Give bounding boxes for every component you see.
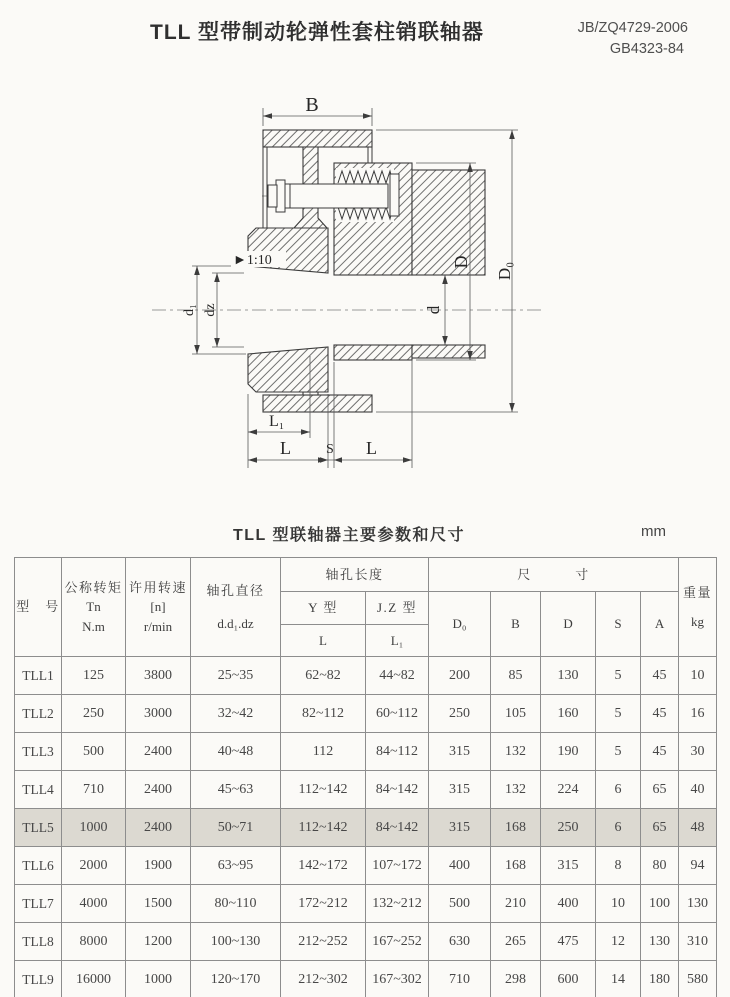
cell-length-jz: 107~172 xyxy=(366,847,429,885)
cell-length-jz: 132~212 xyxy=(366,885,429,923)
cell-model: TLL4 xyxy=(15,771,62,809)
cell-model: TLL2 xyxy=(15,695,62,733)
cell-length-jz: 84~142 xyxy=(366,771,429,809)
cell-weight: 580 xyxy=(679,961,717,997)
page-title: TLL 型带制动轮弹性套柱销联轴器 xyxy=(150,21,484,44)
col-header-dimensions: 尺 寸 xyxy=(429,558,679,592)
col-header-model: 型 号 xyxy=(15,558,62,657)
cell-a: 80 xyxy=(641,847,679,885)
cell-b: 168 xyxy=(491,809,541,847)
cell-a: 180 xyxy=(641,961,679,997)
standard-code-2: GB4323-84 xyxy=(609,41,684,58)
cell-b: 132 xyxy=(491,733,541,771)
cell-torque: 1000 xyxy=(62,809,126,847)
dim-label-d1: d₁ xyxy=(182,304,197,316)
col-header-l: L xyxy=(281,625,366,657)
cell-d0: 710 xyxy=(429,961,491,997)
cell-d: 250 xyxy=(541,809,596,847)
cell-torque: 710 xyxy=(62,771,126,809)
col-header-s: S xyxy=(596,592,641,657)
cell-speed: 2400 xyxy=(126,771,191,809)
cell-bore-diameter: 25~35 xyxy=(191,657,281,695)
left-hub-lower xyxy=(248,347,328,392)
cell-d: 475 xyxy=(541,923,596,961)
cell-length-jz: 167~302 xyxy=(366,961,429,997)
cell-d0: 315 xyxy=(429,733,491,771)
cell-d0: 630 xyxy=(429,923,491,961)
cell-torque: 4000 xyxy=(62,885,126,923)
cell-b: 298 xyxy=(491,961,541,997)
cell-length-y: 62~82 xyxy=(281,657,366,695)
cell-model: TLL3 xyxy=(15,733,62,771)
standard-codes xyxy=(558,18,688,60)
right-hub-upper xyxy=(412,170,485,275)
coupling-drawing xyxy=(0,70,730,520)
cell-model: TLL5 xyxy=(15,809,62,847)
cell-bore-diameter: 63~95 xyxy=(191,847,281,885)
cell-speed: 1500 xyxy=(126,885,191,923)
cell-s: 5 xyxy=(596,657,641,695)
col-header-a: A xyxy=(641,592,679,657)
cell-bore-diameter: 45~63 xyxy=(191,771,281,809)
dim-label-D: D xyxy=(451,255,471,269)
table-row xyxy=(15,657,717,695)
dim-label-l-right: L xyxy=(366,438,377,458)
speed-symbol: [n] xyxy=(150,599,166,615)
table-row xyxy=(15,809,717,847)
cell-speed: 1900 xyxy=(126,847,191,885)
cell-bore-diameter: 40~48 xyxy=(191,733,281,771)
col-header-bore-diameter xyxy=(191,558,281,657)
dim-label-b: B xyxy=(305,94,319,116)
col-header-torque xyxy=(62,558,126,657)
parameters-table xyxy=(14,557,717,997)
cell-a: 65 xyxy=(641,771,679,809)
cell-d: 190 xyxy=(541,733,596,771)
table-row xyxy=(15,961,717,997)
cell-a: 45 xyxy=(641,657,679,695)
standard-code-1: JB/ZQ4729-2006 xyxy=(577,20,688,36)
cell-length-y: 82~112 xyxy=(281,695,366,733)
cell-s: 8 xyxy=(596,847,641,885)
cell-b: 265 xyxy=(491,923,541,961)
cell-weight: 94 xyxy=(679,847,717,885)
table-header xyxy=(15,558,717,657)
cell-d0: 315 xyxy=(429,771,491,809)
cell-weight: 130 xyxy=(679,885,717,923)
torque-unit: N.m xyxy=(82,618,105,634)
table-row xyxy=(15,923,717,961)
cell-length-jz: 44~82 xyxy=(366,657,429,695)
cell-length-y: 112 xyxy=(281,733,366,771)
dim-label-l-left: L xyxy=(280,438,291,458)
table-row xyxy=(15,847,717,885)
cell-a: 45 xyxy=(641,733,679,771)
torque-label: 公称转矩 xyxy=(64,579,123,595)
cell-d0: 250 xyxy=(429,695,491,733)
bore-dia-symbol: d.d₁.dz xyxy=(217,616,254,631)
parameters-table-wrap xyxy=(14,557,717,997)
col-header-b: B xyxy=(491,592,541,657)
cell-d: 160 xyxy=(541,695,596,733)
pin-shaft xyxy=(284,184,388,208)
table-row xyxy=(15,733,717,771)
cell-bore-diameter: 80~110 xyxy=(191,885,281,923)
cell-speed: 3800 xyxy=(126,657,191,695)
cell-torque: 125 xyxy=(62,657,126,695)
cell-weight: 310 xyxy=(679,923,717,961)
torque-symbol: Tn xyxy=(86,599,101,615)
table-caption-row xyxy=(0,522,730,544)
cell-length-y: 112~142 xyxy=(281,809,366,847)
sleeve-cap xyxy=(390,174,399,216)
cell-s: 6 xyxy=(596,809,641,847)
cell-d: 315 xyxy=(541,847,596,885)
cell-b: 105 xyxy=(491,695,541,733)
col-header-speed xyxy=(126,558,191,657)
dim-label-l1: L₁ xyxy=(269,413,285,430)
cell-d: 600 xyxy=(541,961,596,997)
cell-b: 85 xyxy=(491,657,541,695)
bore-dia-label: 轴孔直径 xyxy=(206,582,265,598)
cell-a: 100 xyxy=(641,885,679,923)
pin-head-hex xyxy=(268,185,277,207)
cell-a: 45 xyxy=(641,695,679,733)
cell-weight: 16 xyxy=(679,695,717,733)
cell-a: 130 xyxy=(641,923,679,961)
cell-speed: 3000 xyxy=(126,695,191,733)
cell-b: 168 xyxy=(491,847,541,885)
table-row xyxy=(15,771,717,809)
speed-label: 许用转速 xyxy=(128,579,187,595)
cell-length-y: 142~172 xyxy=(281,847,366,885)
brake-rim-top xyxy=(263,130,372,147)
table-row xyxy=(15,885,717,923)
cell-s: 5 xyxy=(596,733,641,771)
cell-bore-diameter: 32~42 xyxy=(191,695,281,733)
cell-d: 224 xyxy=(541,771,596,809)
dimension-lines xyxy=(192,108,518,468)
weight-label: 重量 xyxy=(683,584,713,600)
cell-weight: 10 xyxy=(679,657,717,695)
cell-d0: 400 xyxy=(429,847,491,885)
cell-length-jz: 84~142 xyxy=(366,809,429,847)
cell-bore-diameter: 120~170 xyxy=(191,961,281,997)
cell-length-y: 172~212 xyxy=(281,885,366,923)
weight-unit: kg xyxy=(691,614,705,629)
cell-torque: 2000 xyxy=(62,847,126,885)
cell-weight: 30 xyxy=(679,733,717,771)
cell-speed: 1200 xyxy=(126,923,191,961)
brake-rim-bottom xyxy=(263,395,372,412)
dim-label-d0: D₀ xyxy=(495,261,514,281)
cell-d0: 500 xyxy=(429,885,491,923)
cell-b: 210 xyxy=(491,885,541,923)
cell-weight: 40 xyxy=(679,771,717,809)
col-header-jz-type: J.Z 型 xyxy=(366,592,429,625)
cell-length-jz: 167~252 xyxy=(366,923,429,961)
cell-torque: 8000 xyxy=(62,923,126,961)
unit-label: mm xyxy=(641,523,666,540)
cell-s: 12 xyxy=(596,923,641,961)
cell-length-jz: 60~112 xyxy=(366,695,429,733)
speed-unit: r/min xyxy=(143,618,173,634)
cell-s: 5 xyxy=(596,695,641,733)
col-header-bore-length: 轴孔长度 xyxy=(281,558,429,592)
taper-label: ►1:10 xyxy=(233,253,272,268)
table-body xyxy=(15,657,717,997)
cell-a: 65 xyxy=(641,809,679,847)
cell-length-y: 212~252 xyxy=(281,923,366,961)
cell-s: 14 xyxy=(596,961,641,997)
cell-length-jz: 84~112 xyxy=(366,733,429,771)
dim-label-dz: dz xyxy=(203,303,218,317)
cell-model: TLL1 xyxy=(15,657,62,695)
right-flange-lower xyxy=(334,345,412,360)
cell-bore-diameter: 100~130 xyxy=(191,923,281,961)
cell-length-y: 212~302 xyxy=(281,961,366,997)
cell-b: 132 xyxy=(491,771,541,809)
table-row xyxy=(15,695,717,733)
dim-label-d: d xyxy=(424,305,443,315)
col-header-y-type: Y 型 xyxy=(281,592,366,625)
right-hub-lower xyxy=(412,345,485,358)
cell-d: 400 xyxy=(541,885,596,923)
cell-d0: 200 xyxy=(429,657,491,695)
col-header-weight xyxy=(679,558,717,657)
cell-torque: 250 xyxy=(62,695,126,733)
cell-speed: 1000 xyxy=(126,961,191,997)
cell-s: 6 xyxy=(596,771,641,809)
cell-d: 130 xyxy=(541,657,596,695)
cell-model: TLL7 xyxy=(15,885,62,923)
cell-torque: 16000 xyxy=(62,961,126,997)
dim-label-s: S xyxy=(326,442,334,457)
col-header-l1: L₁ xyxy=(366,625,429,657)
cell-s: 10 xyxy=(596,885,641,923)
cell-d0: 315 xyxy=(429,809,491,847)
cell-bore-diameter: 50~71 xyxy=(191,809,281,847)
cell-model: TLL6 xyxy=(15,847,62,885)
cell-weight: 48 xyxy=(679,809,717,847)
table-caption: TLL 型联轴器主要参数和尺寸 xyxy=(233,527,465,544)
cell-model: TLL9 xyxy=(15,961,62,997)
col-header-d0: D₀ xyxy=(429,592,491,657)
cell-speed: 2400 xyxy=(126,733,191,771)
cell-speed: 2400 xyxy=(126,809,191,847)
col-header-d: D xyxy=(541,592,596,657)
cell-torque: 500 xyxy=(62,733,126,771)
cell-length-y: 112~142 xyxy=(281,771,366,809)
cell-model: TLL8 xyxy=(15,923,62,961)
